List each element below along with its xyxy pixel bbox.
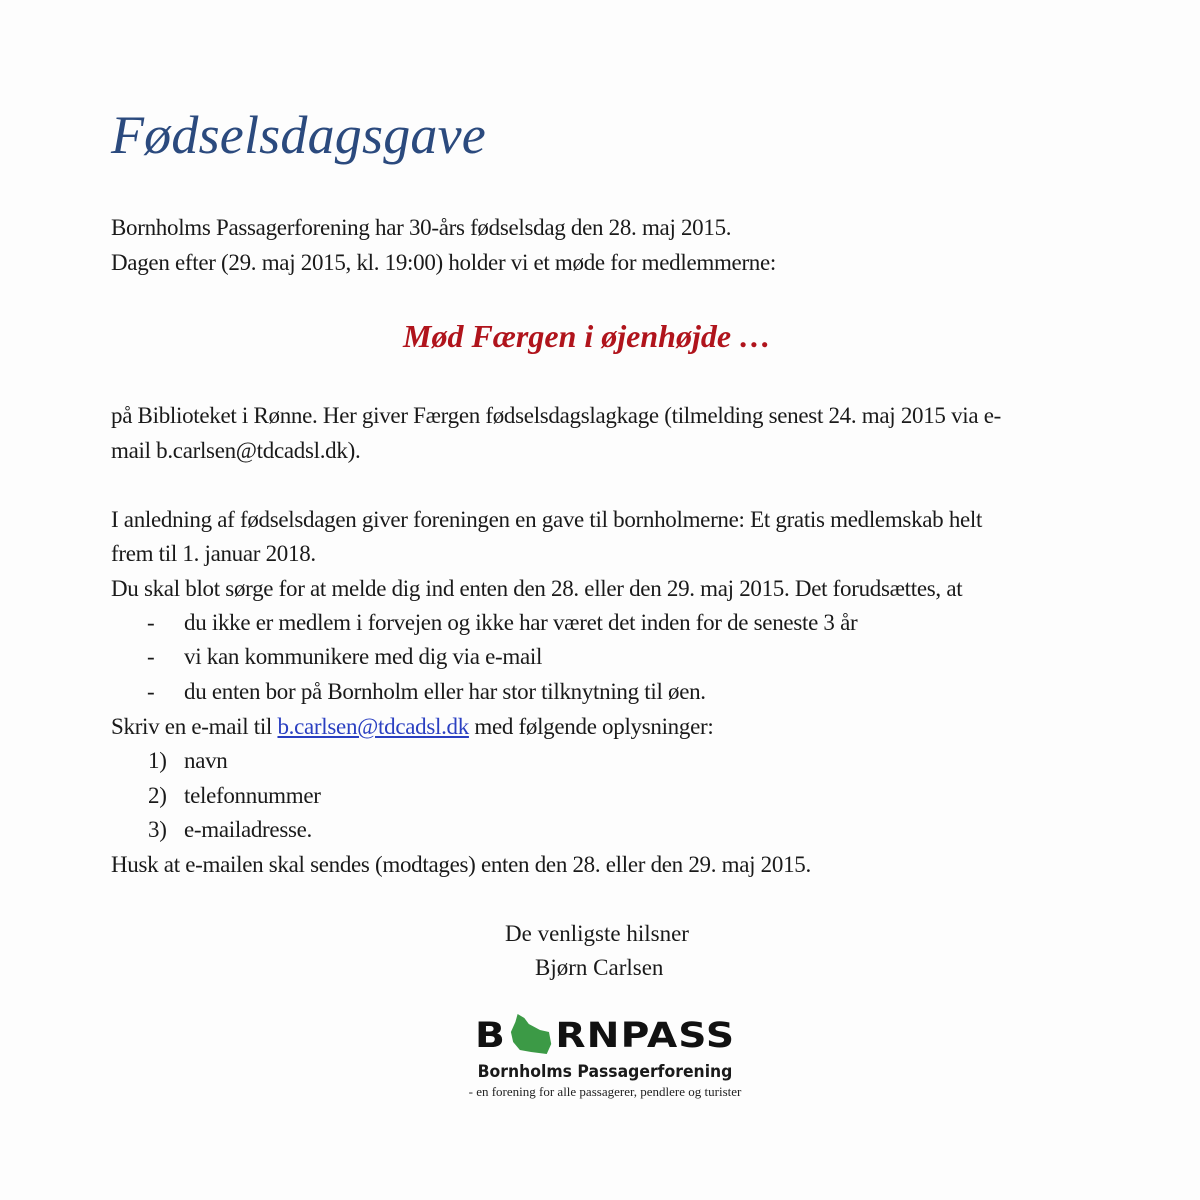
list-number: 2) [148, 783, 167, 808]
condition-text: du enten bor på Bornholm eller har stor tilknytning til øen. [184, 679, 706, 704]
bornholm-island-icon [508, 1012, 553, 1056]
condition-text: du ikke er medlem i forvejen og ikke har været det inden for de seneste 3 år [184, 610, 858, 635]
bullet-dash: - [147, 644, 155, 669]
info-text: telefonnummer [184, 783, 321, 808]
logo-organization-name: Bornholms Passagerforening [477, 1062, 733, 1082]
email-link[interactable]: b.carlsen@tdcadsl.dk [277, 714, 469, 739]
event-details-line-2: mail b.carlsen@tdcadsl.dk). [111, 438, 361, 463]
event-details-line-1: på Biblioteket i Rønne. Her giver Færgen fødselsdagslagkage (tilmelding senest 24. maj 2015 via e- [111, 403, 1001, 428]
intro-line-1: Bornholms Passagerforening har 30-års fødselsdag den 28. maj 2015. [111, 215, 732, 240]
email-instruction-after: med følgende oplysninger: [468, 714, 714, 739]
intro-line-2: Dagen efter (29. maj 2015, kl. 19:00) holder vi et møde for medlemmerne: [111, 250, 776, 275]
document-title: Fødselsdagsgave [111, 105, 486, 165]
list-number: 1) [148, 748, 167, 773]
event-title: Mød Færgen i øjenhøjde … [403, 318, 772, 354]
list-number: 3) [148, 817, 167, 842]
bornpass-logo [440, 1012, 770, 1100]
gift-line-1: I anledning af fødselsdagen giver foreningen en gave til bornholmerne: Et gratis medlemskab helt [111, 507, 983, 532]
info-text: e-mailadresse. [184, 817, 312, 842]
logo-tagline: - en forening for alle passagerer, pendlere og turister [468, 1084, 742, 1099]
email-instruction-before: Skriv en e-mail til [111, 714, 278, 739]
condition-text: vi kan kommunikere med dig via e-mail [184, 644, 543, 669]
gift-line-2: frem til 1. januar 2018. [111, 541, 316, 566]
closing-signature: Bjørn Carlsen [535, 955, 664, 980]
email-instruction [111, 710, 713, 744]
logo-wordmark [475, 1012, 735, 1056]
reminder-text: Husk at e-mailen skal sendes (modtages) enten den 28. eller den 29. maj 2015. [111, 852, 811, 877]
info-text: navn [184, 748, 228, 773]
bullet-dash: - [147, 610, 155, 635]
logo-word-prefix: B [474, 1016, 506, 1056]
bullet-dash: - [147, 679, 155, 704]
gift-line-3: Du skal blot sørge for at melde dig ind enten den 28. eller den 29. maj 2015. Det forudsættes, at [111, 576, 963, 601]
closing-greeting: De venligste hilsner [505, 921, 689, 946]
logo-word-suffix: RNPASS [555, 1016, 736, 1056]
